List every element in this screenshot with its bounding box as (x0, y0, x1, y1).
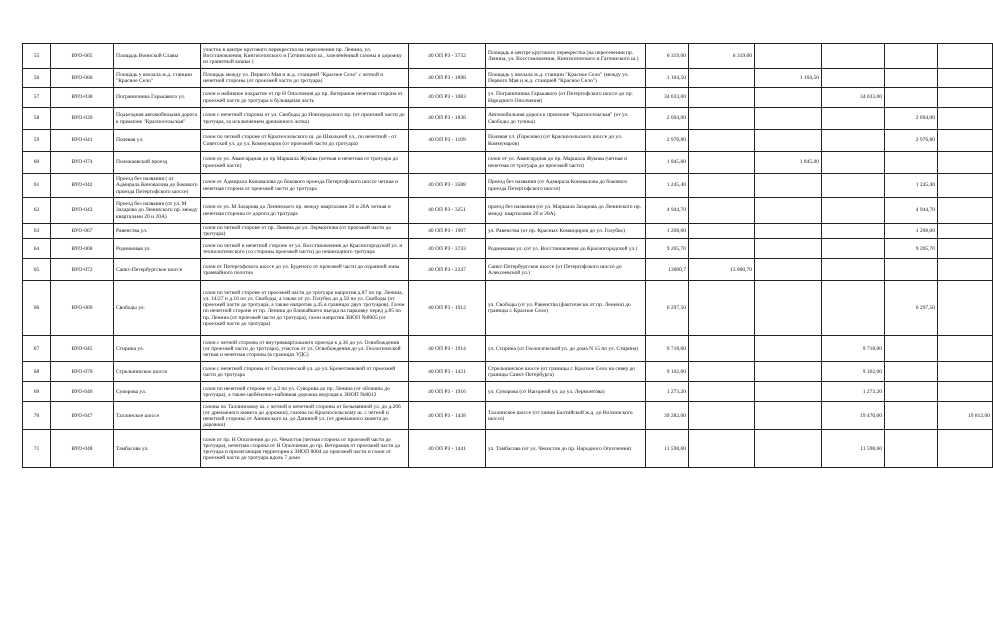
area-value: 6 297,50 (646, 281, 689, 336)
table-row (23, 281, 993, 336)
value-col-3 (822, 174, 885, 198)
row-number: 62 (23, 198, 51, 224)
value-col-2 (755, 281, 822, 336)
value-col-1 (689, 198, 755, 224)
row-number: 61 (23, 174, 51, 198)
row-code: ВУО-066 (51, 69, 114, 88)
table-row (23, 336, 993, 362)
value-col-1 (689, 430, 755, 468)
object-location: ул. Равенства (от пр. Красных Командиров до ул. Голубко) (486, 224, 646, 239)
value-col-3: 11 598,60 (822, 430, 885, 468)
value-col-5 (938, 362, 993, 382)
object-name: Площадь Воинской Славы (114, 44, 201, 69)
object-location: Автомобильная дорога к промзоне "Красносельская" (от ул. Свободы до тупика) (486, 108, 646, 130)
registry-number: 40 ОП РЗ - 1907 (409, 224, 486, 239)
row-number: 71 (23, 430, 51, 468)
object-description: газон с нечетной стороны от Геологической ул. до ул. Бронетанковой от проезжей части до тротуара (201, 362, 409, 382)
area-value: 1 273,20 (646, 382, 689, 402)
value-col-5 (938, 174, 993, 198)
value-col-4 (885, 152, 938, 174)
value-col-1 (689, 281, 755, 336)
value-col-1 (689, 130, 755, 152)
registry-number: 40 ОП РЗ - 1898 (409, 69, 486, 88)
object-name: Полевая ул. (114, 130, 201, 152)
value-col-2: 1 104,50 (755, 69, 822, 88)
value-col-4 (885, 259, 938, 281)
row-code: ВУО-043 (51, 198, 114, 224)
object-location: ул. Стирина (от Геологической ул. до дома N 15 по ул. Стирина) (486, 336, 646, 362)
value-col-4: 9 205,70 (885, 239, 938, 259)
value-col-4 (885, 362, 938, 382)
row-code: ВУО-039 (51, 108, 114, 130)
object-name: Санкт-Петербургское шоссе (114, 259, 201, 281)
row-number: 64 (23, 239, 51, 259)
value-col-3 (822, 239, 885, 259)
value-col-5 (938, 44, 993, 69)
value-col-4: 2 976,80 (885, 130, 938, 152)
table-row (23, 362, 993, 382)
area-value: 39 282,00 (646, 402, 689, 430)
row-code: ВУО-065 (51, 44, 114, 69)
value-col-2 (755, 382, 822, 402)
area-value: 1 245,40 (646, 174, 689, 198)
registry-number: 40 ОП РЗ - 3732 (409, 44, 486, 69)
object-name: Площадь у вокзала ж.д. станции "Красное Село" (114, 69, 201, 88)
row-code: ВУО-072 (51, 259, 114, 281)
object-location: Площадь у вокзала ж.д. станции "Красное Село" (между ул. Первого Мая и ж.д. станцией "Красное Село") (486, 69, 646, 88)
value-col-5 (938, 130, 993, 152)
object-name: Равенства ул. (114, 224, 201, 239)
row-code: ВУО-074 (51, 152, 114, 174)
value-col-1 (689, 108, 755, 130)
table-row (23, 88, 993, 108)
object-description: газон с нечетной стороны от ул. Свободы до Новгородского пр. (от проезжей части до тротуара, за исключением дренажного лотка) (201, 108, 409, 130)
row-number: 67 (23, 336, 51, 362)
registry-number: 40 ОП РЗ - 1914 (409, 336, 486, 362)
object-location: ул. Свободы (от ул. Равенства (фактически от пр. Ленина) до границы г. Красное Село) (486, 281, 646, 336)
object-location: ул. Пограничника Гарькавого (от Петергофского шоссе до пр. Народного Ополчения) (486, 88, 646, 108)
area-value: 1 104,50 (646, 69, 689, 88)
object-location: ул. Суворова (от Нагорной ул. до ул. Лермонтова) (486, 382, 646, 402)
value-col-5 (938, 239, 993, 259)
row-number: 68 (23, 362, 51, 382)
table-row (23, 108, 993, 130)
value-col-2 (755, 430, 822, 468)
table-row (23, 259, 993, 281)
object-location: ул. Тамбасова (от ул. Чекистов до пр. Народного Ополчения) (486, 430, 646, 468)
row-code: ВУО-045 (51, 336, 114, 362)
object-name: Пограничника Гарькавого ул. (114, 88, 201, 108)
table-row (23, 174, 993, 198)
row-code: ВУО-038 (51, 88, 114, 108)
row-number: 66 (23, 281, 51, 336)
table-row (23, 130, 993, 152)
object-location: Проезд без названия (от Адмирала Коновалова до бокового проезда Петергофского шоссе) (486, 174, 646, 198)
value-col-4: 1 245,40 (885, 174, 938, 198)
area-value: 11 598,60 (646, 430, 689, 468)
value-col-4 (885, 430, 938, 468)
value-col-5 (938, 259, 993, 281)
object-location: Родниковая ул. (от ул. Восстановления до Красногородской ул.) (486, 239, 646, 259)
registry-number: 40 ОП РЗ - 1836 (409, 108, 486, 130)
value-col-2 (755, 362, 822, 382)
value-col-4 (885, 336, 938, 362)
row-code: ВУО-069 (51, 281, 114, 336)
registry-number: 40 ОП РЗ - 1438 (409, 402, 486, 430)
table-row (23, 69, 993, 88)
area-value: 9 718,00 (646, 336, 689, 362)
value-col-5 (938, 69, 993, 88)
value-col-5 (938, 336, 993, 362)
object-name: Стрельнинское шоссе (114, 362, 201, 382)
value-col-3 (822, 130, 885, 152)
registry-number: 40 ОП РЗ - 3251 (409, 198, 486, 224)
row-code: ВУО-046 (51, 382, 114, 402)
area-value: 34 033,00 (646, 88, 689, 108)
object-description: газон по четной стороне от проезжей части до тротуара напротив д.87 по пр. Ленина, ул. 14/27 и д.16 по ул. Свободы, а также от ул. Голубко до д.50 по ул. Свободы (от проезжей части до тротуара, а также напротив д.45 в границах двух тротуаров). Газон по нечетной стороне от пр. Ленина до ближайшего въезда на парковку перед д.85 по пр. Ленина (от проезжей части до тротуара), газон напротив ЗНОП №8005 (от проезжей части до тротуара) (201, 281, 409, 336)
area-value: 2 976,80 (646, 130, 689, 152)
object-name: Подъездная автомобильная дорога к промзоне "Красносельская" (114, 108, 201, 130)
registry-number (409, 152, 486, 174)
row-code: ВУО-042 (51, 174, 114, 198)
table-row (23, 198, 993, 224)
registry-number: 40 ОП РЗ - 3743 (409, 239, 486, 259)
registry-number: 40 ОП РЗ - 3588 (409, 174, 486, 198)
value-col-3 (822, 198, 885, 224)
value-col-3 (822, 108, 885, 130)
object-name: Тамбасова ул. (114, 430, 201, 468)
registry-number: 40 ОП РЗ - 1083 (409, 88, 486, 108)
area-value: 1 208,00 (646, 224, 689, 239)
value-col-3: 9 718,00 (822, 336, 885, 362)
area-value: 2 694,00 (646, 108, 689, 130)
value-col-1 (689, 362, 755, 382)
object-name: Стирина ул. (114, 336, 201, 362)
object-name: Проезд без названия ( от Адмирала Коновалова до бокового проезда Петергофского шоссе) (114, 174, 201, 198)
value-col-1 (689, 224, 755, 239)
object-description: газон по четной стороне от Красносельского ш. до Школьной ул., по нечетной - от Советской ул. до ул. Коммунаров (от проезжей части до тротуара) (201, 130, 409, 152)
registry-number: 40 ОП РЗ - 1912 (409, 281, 486, 336)
row-number: 55 (23, 44, 51, 69)
value-col-5: 19 812,00 (938, 402, 993, 430)
table-body (23, 44, 993, 468)
value-col-2 (755, 402, 822, 430)
row-number: 69 (23, 382, 51, 402)
value-col-1 (689, 239, 755, 259)
object-description: газон от ул. М Захарова до Ленинского пр. между кварталами 20 и 20А четная и нечетная стороны от дороги до тротуара (201, 198, 409, 224)
object-description: газон от ул. Авангардная до пр Маршала Жукова (четная и нечетная от тротуара до проезжей части) (201, 152, 409, 174)
value-col-1: 13 000,70 (689, 259, 755, 281)
object-description: газон от пр. Н Ополчения до ул. Чекистов (четная сторона от проезжей части до тротуара), нечетная сторона от Н Ополчения до пр. Ветеранов от проезжей части до тротуара и прилегающая территория к ЗНОП 8004 до проезжей части и газон от проезжей части до тротуара вдоль 7 дома (201, 430, 409, 468)
value-col-1 (689, 382, 755, 402)
row-code: ВУО-070 (51, 362, 114, 382)
value-col-4: 4 944,70 (885, 198, 938, 224)
roads-table (22, 43, 993, 468)
object-location: Полевая ул. (Горелово) (от Красносельского шоссе до ул. Коммунаров) (486, 130, 646, 152)
row-code: ВУО-068 (51, 239, 114, 259)
value-col-5 (938, 88, 993, 108)
object-location: Санкт-Петербургское шоссе (от Петергофского шоссе до Алексеевской ул.) (486, 259, 646, 281)
area-value: 13000,7 (646, 259, 689, 281)
value-col-2: 1 845,00 (755, 152, 822, 174)
value-col-1 (689, 152, 755, 174)
value-col-2 (755, 198, 822, 224)
value-col-1 (689, 69, 755, 88)
value-col-2 (755, 108, 822, 130)
object-description: газон по четной и нечетной стороне от ул. Восстановления до Красногородской ул. и технологического (со стороны проезжей части) до пешеходного тротуара (201, 239, 409, 259)
value-col-5 (938, 152, 993, 174)
value-col-3 (822, 69, 885, 88)
value-col-5 (938, 108, 993, 130)
value-col-3: 19 470,00 (822, 402, 885, 430)
row-code: ВУО-048 (51, 430, 114, 468)
table-row (23, 239, 993, 259)
registry-number: 40 ОП РЗ - 1916 (409, 382, 486, 402)
table-row (23, 402, 993, 430)
value-col-2 (755, 174, 822, 198)
value-col-2 (755, 239, 822, 259)
value-col-2 (755, 44, 822, 69)
value-col-4 (885, 44, 938, 69)
value-col-4: 1 208,00 (885, 224, 938, 239)
registry-number: 40 ОП РЗ - 1441 (409, 430, 486, 468)
object-description: газон по нечетной стороне от д.2 по ул. Суворова до пр. Ленина (от обочины до тротуара), а также щебёночно-набивная дорожка ведущая к ЗНОП №8013 (201, 382, 409, 402)
object-location: газон от ул. Авангардная до пр. Маршала Жукова (четная и нечетная от тротуара до проезжей части) (486, 152, 646, 174)
object-description: участок в центре кругового перекрестка на пересечении пр. Ленина, ул. Восстановления, Кингисеппского и Гатчинского ш., зазеленённый газоны и дорожку из гранитной кошки ) (201, 44, 409, 69)
value-col-3 (822, 44, 885, 69)
row-number: 59 (23, 130, 51, 152)
object-description: газон и набивное покрытие от пр Н Ополчения до пр. Ветеранов нечетная сторона от проезжей части до тротуара и бульварная часть (201, 88, 409, 108)
value-col-3 (822, 259, 885, 281)
value-col-3 (822, 224, 885, 239)
value-col-4: 2 694,00 (885, 108, 938, 130)
table-row (23, 382, 993, 402)
area-value: 6 319,00 (646, 44, 689, 69)
registry-number: 40 ОП РЗ - 1421 (409, 362, 486, 382)
area-value: 1 845,00 (646, 152, 689, 174)
object-location: проезд без названия (от ул. Маршала Захарова до Ленинского пр. между кварталами 20 и 20А) (486, 198, 646, 224)
row-number: 65 (23, 259, 51, 281)
value-col-1 (689, 174, 755, 198)
object-name: Суворова ул. (114, 382, 201, 402)
registry-number: 40 ОП РЗ - 2247 (409, 259, 486, 281)
row-number: 56 (23, 69, 51, 88)
row-number: 58 (23, 108, 51, 130)
table-row (23, 224, 993, 239)
value-col-4 (885, 382, 938, 402)
object-location: Стрельнинское шоссе (от границы г. Красное Село на север до границы Санкт-Петербурга) (486, 362, 646, 382)
row-code: ВУО-047 (51, 402, 114, 430)
object-location: Площадь в центре кругового перекрестка (на пересечении пр. Ленина, ул. Восстановления, Кингисеппского и Гатчинского ш.) (486, 44, 646, 69)
row-code: ВУО-067 (51, 224, 114, 239)
row-number: 60 (23, 152, 51, 174)
value-col-5 (938, 382, 993, 402)
value-col-1 (689, 88, 755, 108)
value-col-5 (938, 430, 993, 468)
object-description: газон от Петергофского шоссе до ул. Буденого от проезжей части до охранной зоны трамвайного полотна (201, 259, 409, 281)
value-col-3 (822, 281, 885, 336)
value-col-4: 6 297,50 (885, 281, 938, 336)
row-number: 63 (23, 224, 51, 239)
value-col-3 (822, 152, 885, 174)
table-row (23, 44, 993, 69)
registry-number: 40 ОП РЗ - 1109 (409, 130, 486, 152)
value-col-2 (755, 259, 822, 281)
object-description: газон от Адмирала Коновалова до бокового проезда Петергофского шоссе четная и нечетная сторона от проезжей части до тротуара (201, 174, 409, 198)
value-col-4 (885, 69, 938, 88)
object-name: Полежаевский проезд (114, 152, 201, 174)
value-col-2 (755, 336, 822, 362)
object-description: Площадь между ул. Первого Мая и ж.д. станцией "Красное Село" с четной и нечетной стороны (от проезжей части до тротуара) (201, 69, 409, 88)
value-col-3: 9 102,00 (822, 362, 885, 382)
value-col-5 (938, 281, 993, 336)
object-name: Таллинское шоссе (114, 402, 201, 430)
value-col-3: 34 033,00 (822, 88, 885, 108)
value-col-4 (885, 88, 938, 108)
area-value: 4 944,70 (646, 198, 689, 224)
row-code: ВУО-041 (51, 130, 114, 152)
object-description: газоны по Таллинскому ш. с четной и нечетной стороны от Безымянной ул. до д.206 (от дренажного кювета до дорожки), газоны по Красносельскому ш. с четной и нечетной стороны от Аннинского ш. до Даниной ул. (от дренажного кювета до дорожки) (201, 402, 409, 430)
row-number: 70 (23, 402, 51, 430)
area-value: 9 102,00 (646, 362, 689, 382)
object-name: Свободы ул. (114, 281, 201, 336)
value-col-5 (938, 224, 993, 239)
table-row (23, 430, 993, 468)
object-location: Таллинское шоссе (от линии Балтийской ж.д. до Волхонского шоссе) (486, 402, 646, 430)
object-name: Проезд без названия (от ул. М Захарова до Ленинского пр. между кварталами 20 и 20А) (114, 198, 201, 224)
object-name: Родниковая ул. (114, 239, 201, 259)
row-number: 57 (23, 88, 51, 108)
document-sheet (22, 43, 990, 468)
value-col-4 (885, 402, 938, 430)
value-col-5 (938, 198, 993, 224)
value-col-1 (689, 336, 755, 362)
value-col-2 (755, 130, 822, 152)
table-row (23, 152, 993, 174)
value-col-2 (755, 224, 822, 239)
object-description: газон с четной стороны от внутриквартального проезда к д.36 до ул. Освобождения (от проезжей части до тротуара), участок от ул. Освобождения до ул. Геологической четная и нечетная стороны (в границах УДС) (201, 336, 409, 362)
value-col-2 (755, 88, 822, 108)
area-value: 9 205,70 (646, 239, 689, 259)
value-col-1 (689, 402, 755, 430)
value-col-1: 6 319,00 (689, 44, 755, 69)
object-description: газон по четной стороне от пр. Ленина до ул. Лермонтова (от проезжей части до тротуара) (201, 224, 409, 239)
value-col-3: 1 273,20 (822, 382, 885, 402)
